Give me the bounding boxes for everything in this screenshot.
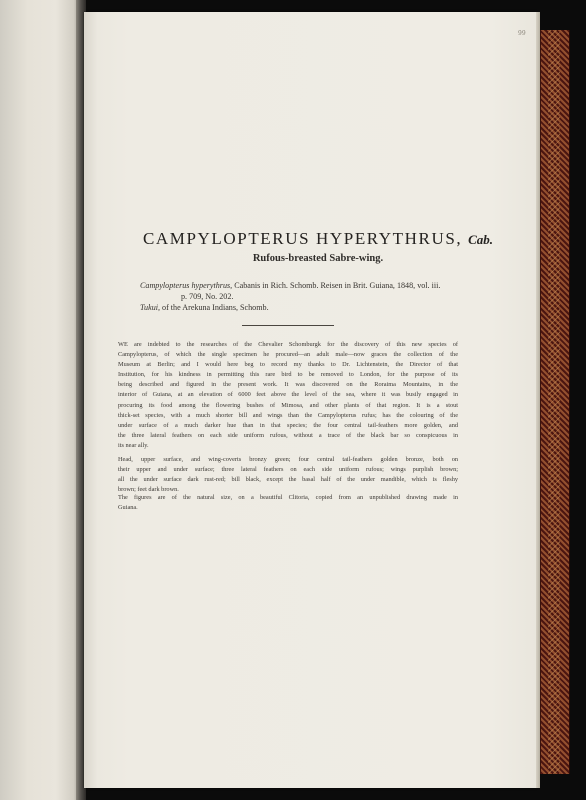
- binding-pattern: [548, 30, 560, 774]
- synonymy-line: [140, 280, 480, 291]
- synonymy-italic: Tukui,: [140, 303, 161, 312]
- text-line: brown; feet dark brown.: [118, 486, 179, 494]
- synonymy-text: p. 709, No. 202.: [181, 292, 234, 301]
- synonymy-text: Cabanis in Rich. Schomb. Reisen in Brit. Guiana, 1848, vol. iii.: [234, 281, 441, 290]
- text-line: The figures are of the natural size, on a beautiful Clitoria, copied from an unpublished drawing made in: [118, 494, 458, 501]
- text-line: Campylopterus, of which the single specimen he procured—an adult male—now graces the collection of the: [118, 351, 458, 359]
- text-line: all the under surface dark rust-red; bill black, except the basal half of the under mandible, which is fleshy: [118, 476, 458, 484]
- text-line: thick-set species, with a much shorter bill and wings than the Campylopterus rufus; has the colouring of the: [118, 411, 458, 419]
- title-species: CAMPYLOPTERUS HYPERYTHRUS,: [142, 229, 463, 248]
- text-line: Head, upper surface, and wing-coverts bronzy green; four central tail-feathers golden bronze, both on: [118, 456, 458, 463]
- text-line: interior of Guiana, at an elevation of 6000 feet above the level of the sea, where it was busily engaged in: [118, 391, 458, 399]
- text-line: the three lateral feathers on each side uniform rufous, without a trace of the black bar so conspicuous in: [118, 431, 458, 439]
- text-line: Guiana.: [118, 504, 138, 512]
- page-title: [100, 229, 536, 249]
- text-line: being described and figured in the present work. It was discovered on the Roraima Mountains, in the: [118, 381, 458, 389]
- text-line: its near ally.: [118, 441, 149, 449]
- folio-number: 99: [518, 30, 526, 37]
- section-divider: [242, 325, 334, 326]
- body-paragraph-1: [118, 340, 458, 451]
- text-line: their upper and under surface; three lateral feathers on each side uniform rufous; wings purplish brown;: [118, 466, 458, 474]
- synonymy-line: [181, 291, 521, 302]
- body-paragraph-3: [118, 493, 458, 513]
- text-line: under surface of a much darker hue than in that species; the four central tail-feathers more golden, and: [118, 421, 458, 429]
- text-line: WE are indebted to the researches of the Chevalier Schomburgk for the discovery of this new species of: [118, 341, 458, 348]
- text-line: Institution, for his kindness in permitting this rare bird to be removed to London, for the purpose of its: [118, 371, 458, 379]
- body-paragraph-2: [118, 455, 458, 495]
- synonymy-text: of the Arekuna Indians, Schomb.: [162, 303, 269, 312]
- text-line: Museum at Berlin; and I would here beg to record my thanks to Dr. Lichtenstein, the Director of that: [118, 361, 458, 369]
- left-page-edge: [0, 0, 80, 800]
- text-line: procuring its food among the flowering bushes of Mimosa, and other plants of that region. It is a stout: [118, 401, 458, 409]
- synonymy-line: [140, 302, 480, 313]
- synonymy-italic: Campylopterus hyperythrus,: [140, 281, 233, 290]
- title-authority: Cab.: [468, 232, 494, 247]
- common-name: Rufous-breasted Sabre-wing.: [252, 253, 384, 264]
